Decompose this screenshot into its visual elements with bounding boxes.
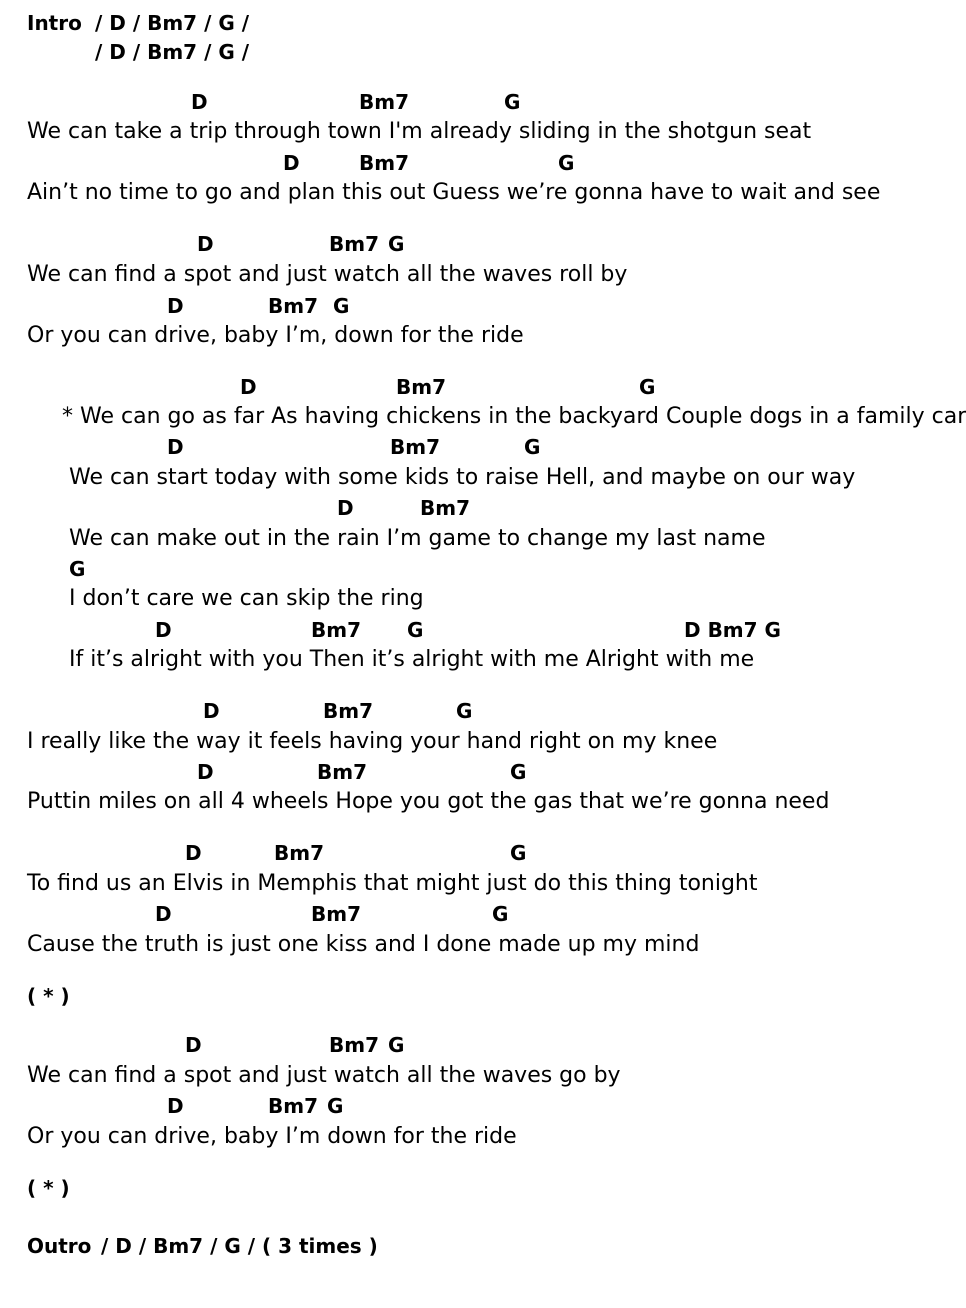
chord: D — [167, 435, 184, 459]
chord: Bm7 — [396, 375, 446, 399]
intro-label: Intro — [27, 11, 82, 35]
intro-line-1: / D / Bm7 / G / — [95, 11, 250, 35]
chord: Bm7 — [311, 902, 361, 926]
lyric-line: Cause the truth is just one kiss and I done made up my mind — [27, 932, 700, 957]
chord: D — [155, 902, 172, 926]
chord: Bm7 — [390, 435, 440, 459]
chord: D — [167, 1094, 184, 1118]
chord: Bm7 — [323, 699, 373, 723]
chord: Bm7 — [359, 90, 409, 114]
outro-label: Outro — [27, 1234, 92, 1258]
chord: D — [167, 294, 184, 318]
chord: D — [155, 618, 172, 642]
chord: G — [456, 699, 473, 723]
chord: G — [639, 375, 656, 399]
chord: D — [203, 699, 220, 723]
lyric-line: We can find a spot and just watch all the waves go by — [27, 1063, 621, 1088]
lyric-line: We can make out in the rain I’m game to change my last name — [69, 526, 766, 551]
chord: G — [504, 90, 521, 114]
chord: D — [197, 760, 214, 784]
chord: G — [407, 618, 424, 642]
chord: Bm7 — [420, 496, 470, 520]
chord: G — [388, 1033, 405, 1057]
lyric-line: We can start today with some kids to raise Hell, and maybe on our way — [69, 465, 856, 490]
chord: G — [510, 841, 527, 865]
lyric-line: We can find a spot and just watch all the waves roll by — [27, 262, 628, 287]
chord: G — [327, 1094, 344, 1118]
chorus-marker: ( * ) — [27, 1176, 70, 1200]
chord: Bm7 — [317, 760, 367, 784]
chord: G — [510, 760, 527, 784]
lyric-line: * We can go as far As having chickens in the backyard Couple dogs in a family car — [62, 404, 966, 429]
chorus-marker: ( * ) — [27, 984, 70, 1008]
lyric-line: We can take a trip through town I'm already sliding in the shotgun seat — [27, 119, 812, 144]
outro-line: / D / Bm7 / G / ( 3 times ) — [101, 1234, 378, 1258]
chord: D — [283, 151, 300, 175]
chord: D — [240, 375, 257, 399]
lyric-line: Puttin miles on all 4 wheels Hope you got the gas that we’re gonna need — [27, 789, 830, 814]
chord: G — [558, 151, 575, 175]
chord: D — [197, 232, 214, 256]
chord: D — [185, 841, 202, 865]
chord: Bm7 — [329, 1033, 379, 1057]
chord: D — [337, 496, 354, 520]
chord: G — [333, 294, 350, 318]
lyric-line: Ain’t no time to go and plan this out Guess we’re gonna have to wait and see — [27, 180, 881, 205]
chord: G — [492, 902, 509, 926]
chord: Bm7 — [359, 151, 409, 175]
lyric-line: To find us an Elvis in Memphis that might just do this thing tonight — [27, 871, 758, 896]
chord: D — [185, 1033, 202, 1057]
chord: G — [388, 232, 405, 256]
chord: Bm7 — [274, 841, 324, 865]
lyric-line: I really like the way it feels having your hand right on my knee — [27, 729, 718, 754]
intro-line-2: / D / Bm7 / G / — [95, 40, 250, 64]
lyric-line: Or you can drive, baby I’m down for the ride — [27, 1124, 517, 1149]
chord: Bm7 — [268, 1094, 318, 1118]
chord: G — [69, 557, 86, 581]
chord: D Bm7 G — [684, 618, 781, 642]
lyric-line: Or you can drive, baby I’m, down for the ride — [27, 323, 524, 348]
lyric-line: I don’t care we can skip the ring — [69, 586, 424, 611]
lyric-line: If it’s alright with you Then it’s alright with me Alright with me — [69, 647, 755, 672]
chord: Bm7 — [311, 618, 361, 642]
chord: D — [191, 90, 208, 114]
chord: Bm7 — [329, 232, 379, 256]
chord: Bm7 — [268, 294, 318, 318]
chord: G — [524, 435, 541, 459]
